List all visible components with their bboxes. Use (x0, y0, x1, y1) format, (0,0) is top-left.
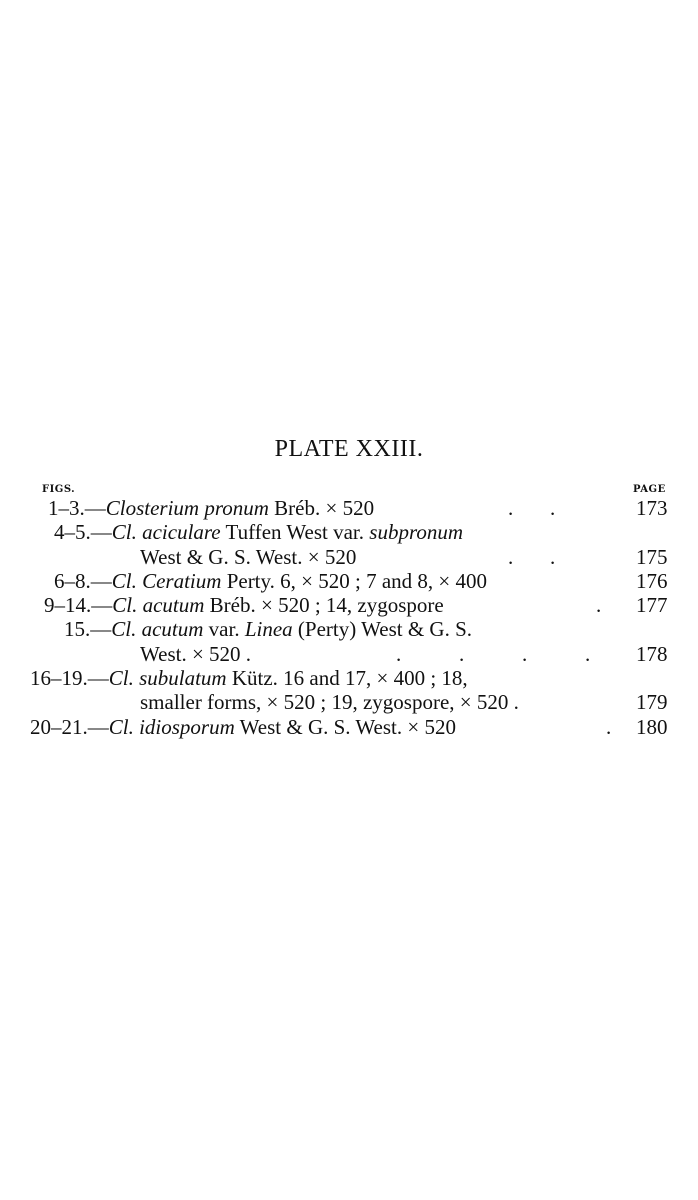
leader-dots: . (596, 593, 602, 618)
figure-list (0, 496, 698, 739)
taxon-name: Cl. acutum (111, 617, 204, 642)
page-number: 178 (636, 641, 668, 666)
list-item (0, 593, 698, 617)
leader-dots: . (606, 714, 612, 739)
taxon-name: Cl. Ceratium (111, 568, 222, 593)
fig-range: 6–8.— (54, 568, 112, 593)
entry-text: West & G. S. West. × 520 (140, 544, 357, 569)
list-item (0, 715, 698, 739)
entry-text: Kütz. 16 and 17, × 400 ; 18, (226, 666, 468, 691)
entry-text: Perty. 6, × 520 ; 7 and 8, × 400 (221, 568, 487, 593)
leader-dots: . . (508, 496, 556, 520)
taxon-variety: subpronum (369, 520, 463, 545)
plate-title: PLATE XXIII. (274, 436, 424, 462)
entry-text: Tuffen West var. (220, 520, 370, 545)
fig-range: 9–14.— (44, 593, 113, 618)
entry-text: smaller forms, × 520 ; 19, zygospore, × 520 . (140, 690, 519, 715)
entry-text: (Perty) West & G. S. (292, 617, 473, 642)
list-item-continuation (0, 545, 698, 569)
leader-dots: . . (508, 544, 556, 569)
taxon-name: Cl. idiosporum (108, 714, 235, 739)
fig-range: 1–3.— (48, 496, 106, 520)
entry-text: Bréb. × 520 ; 14, zygospore (204, 593, 444, 618)
page-number: 175 (636, 544, 668, 569)
list-item (0, 617, 698, 641)
page-number: 176 (636, 568, 668, 593)
page-number: 177 (636, 593, 668, 618)
fig-range: 4–5.— (54, 520, 112, 545)
taxon-variety: Linea (244, 617, 293, 642)
taxon-name: Closterium pronum (105, 496, 269, 520)
list-item (0, 496, 698, 520)
taxon-name: Cl. subulatum (108, 666, 227, 691)
list-item (0, 520, 698, 544)
list-item-continuation (0, 642, 698, 666)
entry-text: West. × 520 . (140, 641, 252, 666)
page-column-header: PAGE (633, 484, 666, 495)
figs-column-header: FIGS. (42, 484, 76, 495)
entry-text: West & G. S. West. × 520 (234, 714, 456, 739)
fig-range: 16–19.— (30, 666, 109, 691)
taxon-name: Cl. acutum (112, 593, 205, 618)
taxon-name: Cl. aciculare (111, 520, 221, 545)
entry-text: var. (203, 617, 245, 642)
fig-range: 15.— (64, 617, 112, 642)
page-number: 179 (636, 690, 668, 715)
entry-text: Bréb. × 520 (268, 496, 375, 520)
list-item (0, 666, 698, 690)
leader-dots: . . . . (396, 641, 591, 666)
fig-range: 20–21.— (30, 714, 109, 739)
page-number: 173 (636, 496, 668, 520)
page-number: 180 (636, 714, 668, 739)
list-item-continuation (0, 690, 698, 714)
list-item (0, 569, 698, 593)
